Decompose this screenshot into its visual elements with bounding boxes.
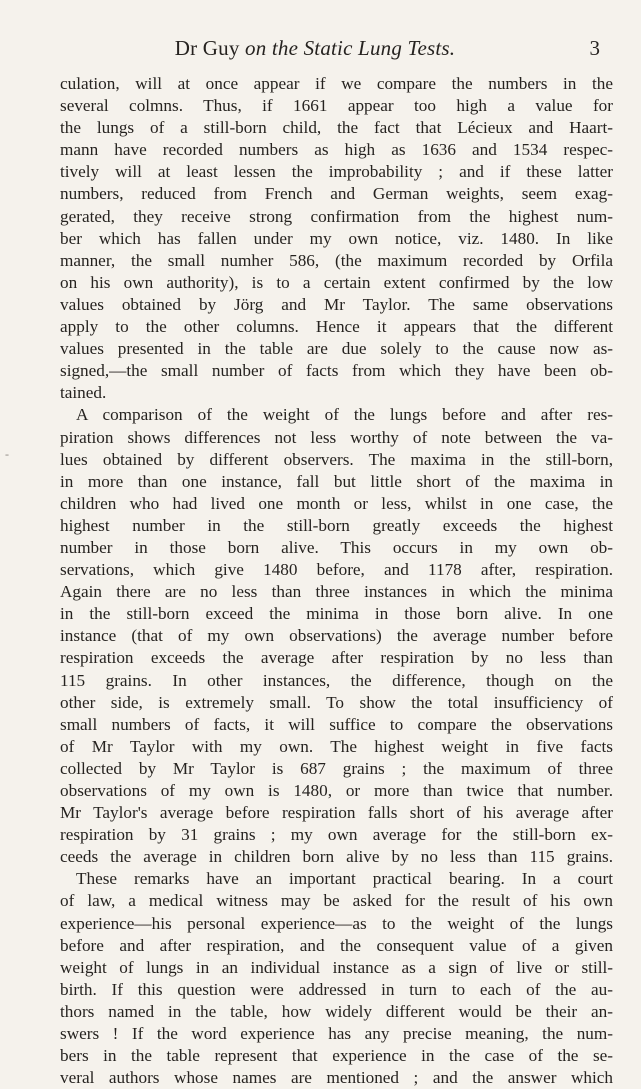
text-line: 115 grains. In other instances, the difference, though on the [60,670,613,690]
text-line: ber which has fallen under my own notice, viz. 1480. In like [60,228,613,248]
text-line: gerated, they receive strong confirmation from the highest num- [60,206,613,226]
text-line: several colmns. Thus, if 1661 appear too high a value for [60,96,613,116]
text-line: manner, the small numher 586, (the maximum recorded by Orfila [60,250,613,270]
text-line: other side, is extremely small. To show the total insufficiency of [60,692,613,712]
text-line: piration shows differences not less worthy of note between the va- [60,427,613,447]
text-line: of law, a medical witness may be asked for the result of his own [60,891,613,911]
text-line: veral authors whose names are mentioned ; and the answer which [60,1068,613,1088]
header-author: Dr Guy [174,36,240,60]
text-line: bers in the table represent that experience in the case of the se- [60,1046,613,1066]
text-line: values obtained by Jörg and Mr Taylor. The same observations [60,294,613,314]
running-header [60,36,600,66]
text-line: culation, will at once appear if we compare the numbers in the [60,74,613,93]
text-line: servations, which give 1480 before, and 1178 after, respiration. [60,560,613,580]
text-line: respiration exceeds the average after respiration by no less than [60,648,613,668]
text-line: lues obtained by different observers. The maxima in the still-born, [60,449,613,469]
text-line: tively will at least lessen the improbability ; and if these latter [60,162,613,182]
text-line: on his own authority), is to a certain extent confirmed by the low [60,272,613,292]
text-line: tained. [60,383,107,403]
text-line: values presented in the table are due solely to the cause now as- [60,339,613,359]
text-line: Again there are no less than three instances in which the minima [60,582,613,602]
text-line: signed,—the small number of facts from which they have been ob- [60,361,613,381]
body-text [60,73,613,1089]
text-line: number in those born alive. This occurs in my own ob- [60,537,613,557]
text-line: thors named in the table, how widely different would be their an- [60,1001,613,1021]
text-line: experience—his personal experience—as to the weight of the lungs [60,913,613,933]
text-line: A comparison of the weight of the lungs before and after res- [76,405,613,425]
text-line: These remarks have an important practical bearing. In a court [76,869,613,889]
header-title-middle: on the Static Lung [245,36,403,60]
text-line: weight of lungs in an individual instance as a sign of live or still- [60,957,613,977]
header-title-end: Tests. [407,36,456,60]
text-line: before and after respiration, and the consequent value of a given [60,935,613,955]
text-line: numbers, reduced from French and German weights, seem exag- [60,184,613,204]
text-line: small numbers of facts, it will suffice to compare the observations [60,714,613,734]
text-line: swers ! If the word experience has any precise meaning, the num- [60,1024,613,1044]
text-line: apply to the other columns. Hence it appears that the different [60,317,613,337]
text-line: respiration by 31 grains ; my own average for the still-born ex- [60,825,613,845]
page-number: 3 [589,36,600,60]
margin-dash-mark: ‐ [5,447,9,461]
text-line: ceeds the average in children born alive by no less than 115 grains. [60,847,613,867]
running-title [60,36,570,61]
text-line: instance (that of my own observations) the average number before [60,626,613,646]
text-line: of Mr Taylor with my own. The highest weight in five facts [60,736,613,756]
text-line: mann have recorded numbers as high as 1636 and 1534 respec- [60,140,613,160]
text-line: in more than one instance, fall but little short of the maxima in [60,471,613,491]
text-line: the lungs of a still-born child, the fact that Lécieux and Haart- [60,118,613,138]
text-line: observations of my own is 1480, or more than twice that number. [60,781,613,800]
text-line: in the still-born exceed the minima in those born alive. In one [60,604,613,624]
text-line: highest number in the still-born greatly exceeds the highest [60,515,613,535]
text-line: children who had lived one month or less, whilst in one case, the [60,493,613,513]
text-line: collected by Mr Taylor is 687 grains ; the maximum of three [60,758,613,778]
text-line: birth. If this question were addressed in turn to each of the au- [60,979,613,999]
text-line: Mr Taylor's average before respiration falls short of his average after [60,803,613,823]
